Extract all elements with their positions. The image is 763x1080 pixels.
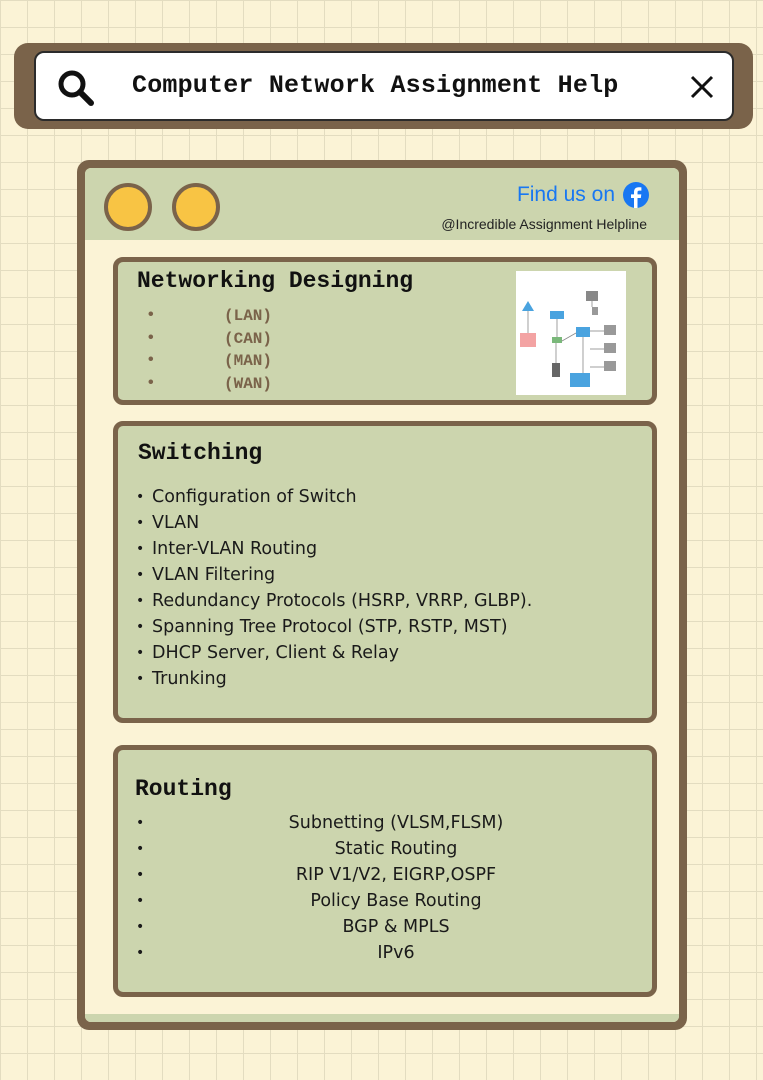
find-us-link[interactable] [517, 182, 649, 208]
switching-list [136, 484, 532, 692]
routing-list [136, 810, 656, 966]
switching-title: Switching [138, 440, 263, 466]
list-item: • Redundancy Protocols (HSRP, VRRP, GLBP). [136, 591, 533, 611]
list-item: • Policy Base Routing [136, 891, 482, 911]
list-item: • Static Routing [136, 839, 458, 859]
search-input[interactable]: Computer Network Assignment Help [132, 71, 619, 100]
network-diagram-image [516, 271, 626, 395]
find-us-label: Find us on [516, 183, 615, 206]
page-handle: @Incredible Assignment Helpline [441, 216, 647, 232]
list-item: • BGP & MPLS [136, 917, 450, 937]
routing-title: Routing [135, 776, 232, 802]
search-bar[interactable] [34, 51, 734, 121]
window-dot-1[interactable] [104, 183, 152, 231]
list-item: • IPv6 [136, 943, 415, 963]
search-bar-frame [14, 43, 753, 129]
window-body [85, 168, 679, 1022]
list-item: • Inter-VLAN Routing [136, 539, 318, 559]
search-icon[interactable] [56, 68, 96, 108]
networking-card: Networking Designing • (LAN) • (CAN) • (MAN) • (WAN) [113, 257, 657, 405]
networking-title: Networking Designing [137, 268, 414, 294]
window-footer-strip [85, 1014, 679, 1022]
list-item: • Configuration of Switch [136, 487, 357, 507]
close-icon[interactable] [688, 73, 716, 101]
browser-window [77, 160, 687, 1030]
window-header [85, 168, 679, 240]
switching-card [113, 421, 657, 723]
list-item: • VLAN Filtering [136, 565, 276, 585]
window-dot-2[interactable] [172, 183, 220, 231]
routing-card [113, 745, 657, 997]
list-item: • Subnetting (VLSM,FLSM) [136, 813, 504, 833]
list-item: • Trunking [136, 669, 227, 689]
list-item: • RIP V1/V2, EIGRP,OSPF [136, 865, 497, 885]
list-item: • VLAN [136, 513, 200, 533]
facebook-icon [623, 182, 649, 208]
list-item: • Spanning Tree Protocol (STP, RSTP, MST) [136, 617, 508, 637]
list-item: • DHCP Server, Client & Relay [136, 643, 399, 663]
